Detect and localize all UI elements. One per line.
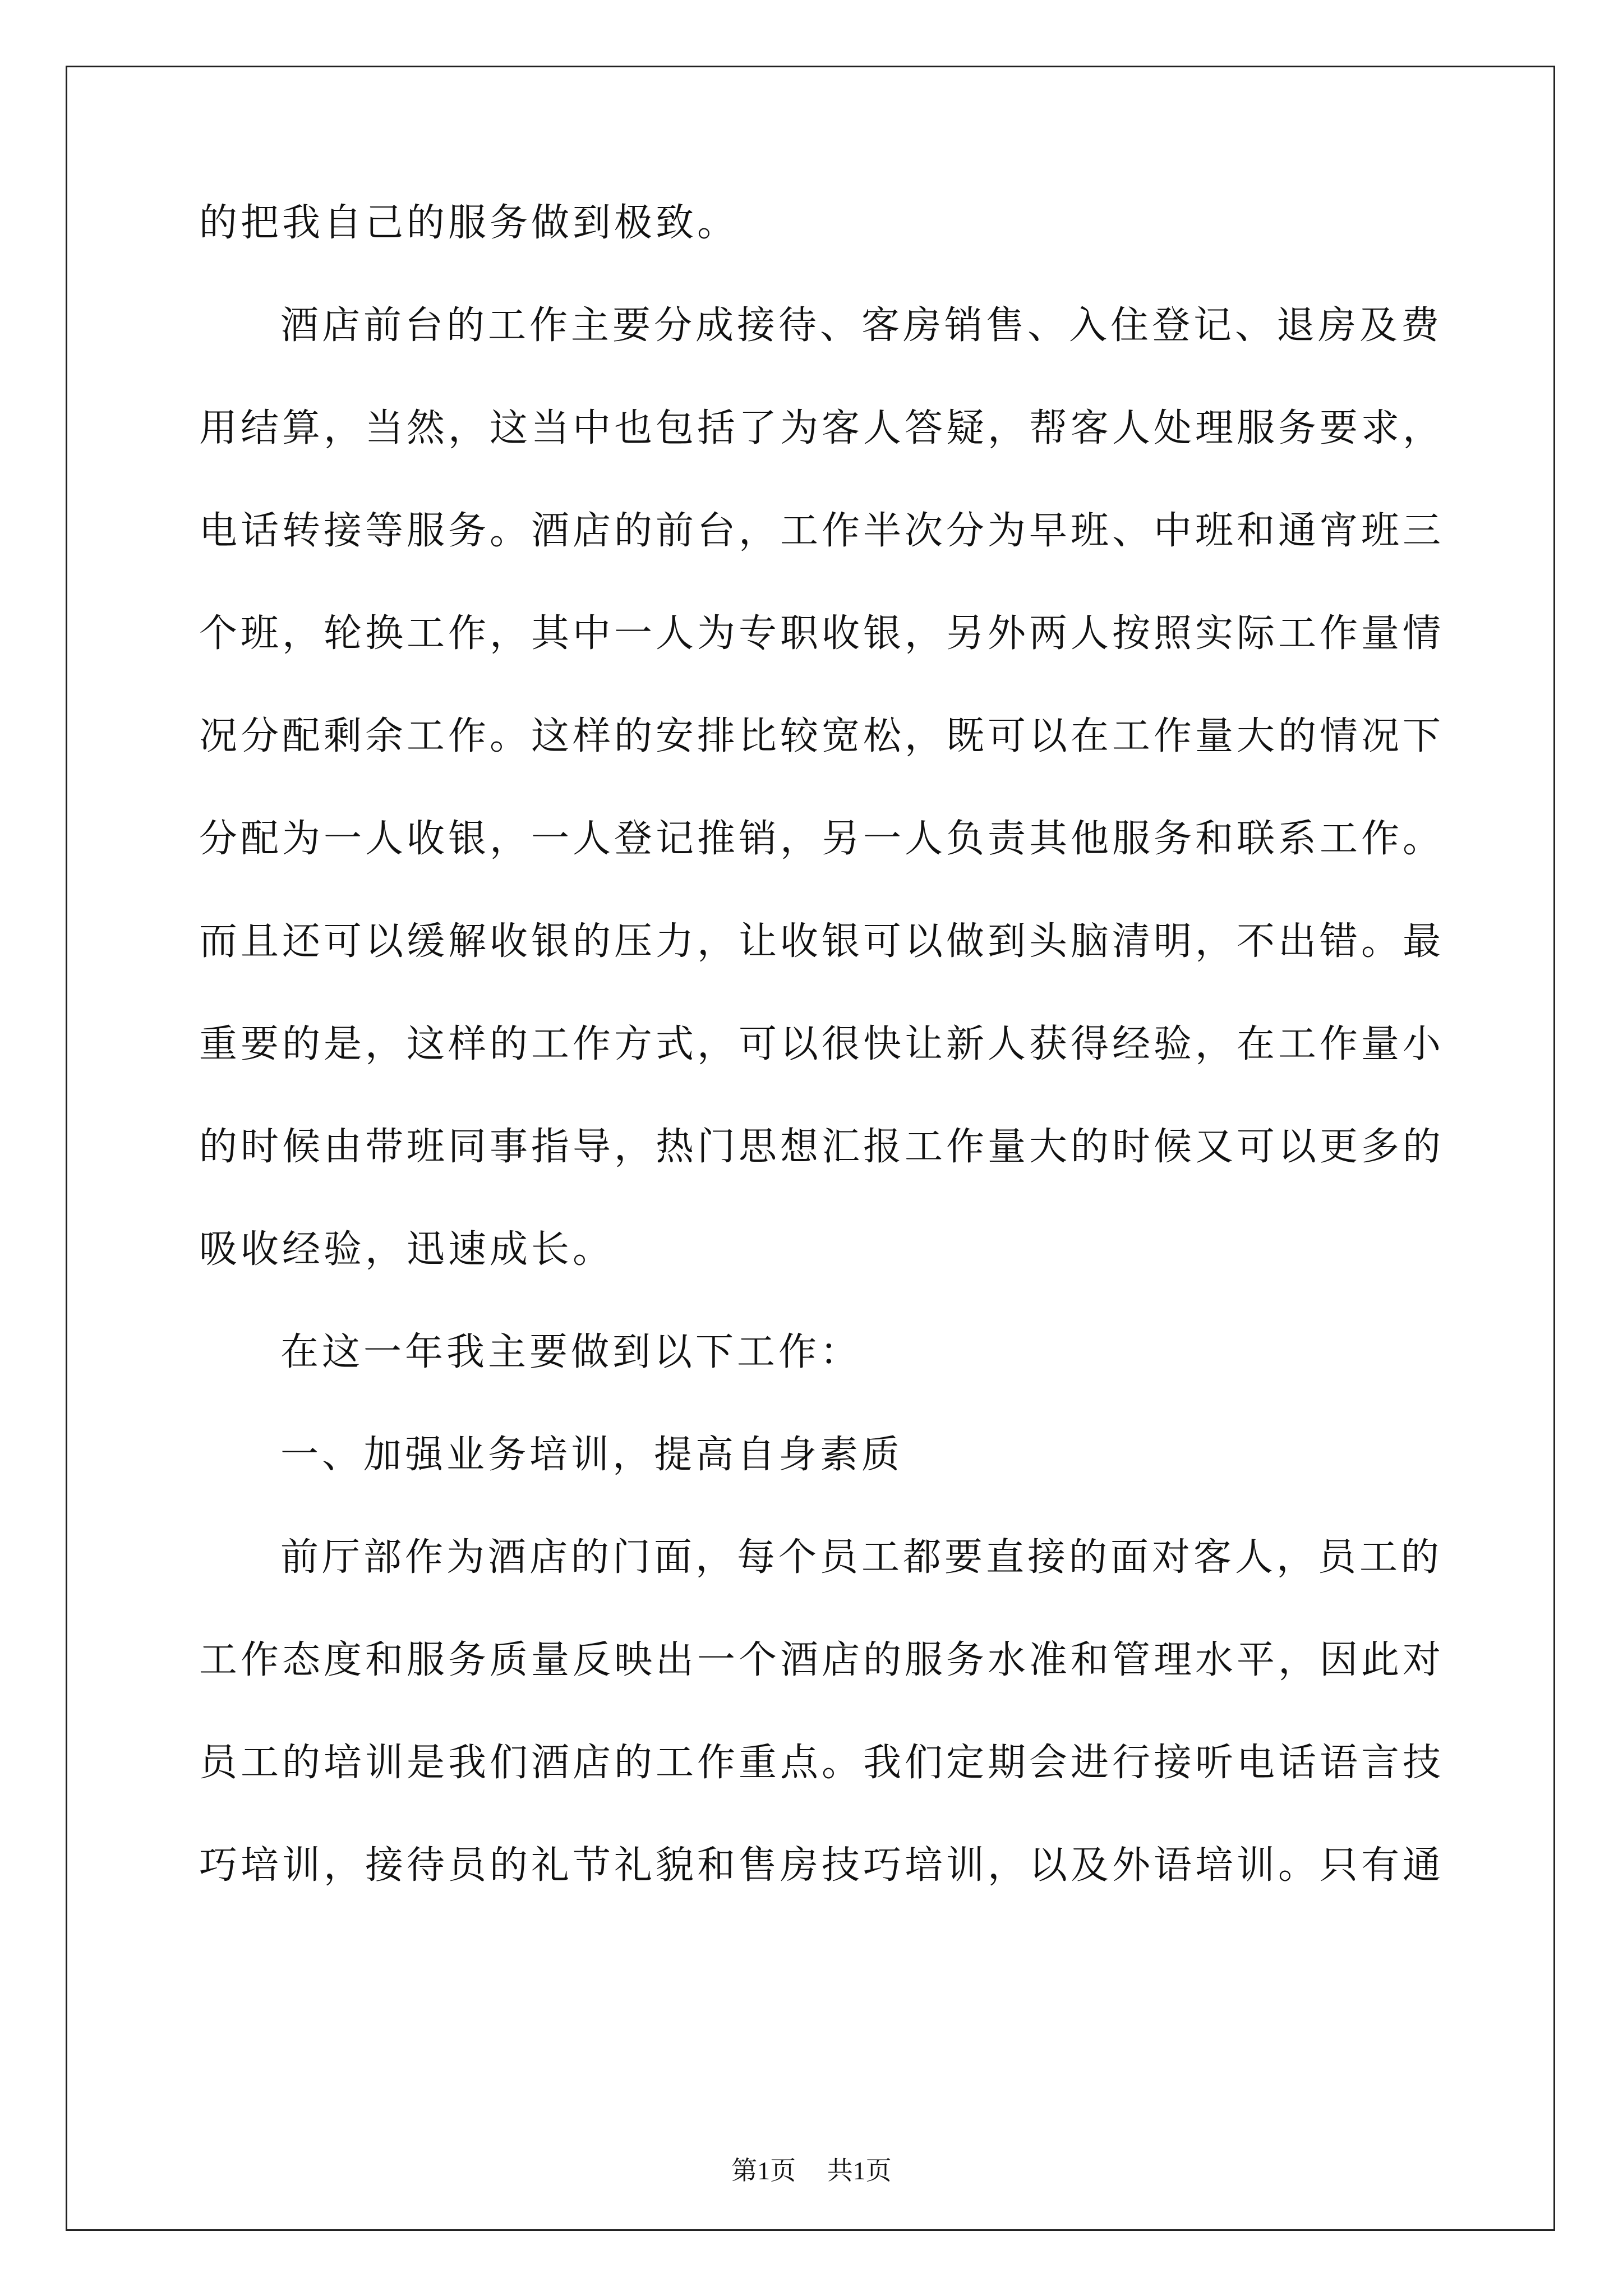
page-footer	[0, 2154, 1623, 2188]
text-line: 电话转接等服务。酒店的前台，工作半次分为早班、中班和通宵班三	[199, 509, 1445, 553]
text-line: 个班，轮换工作，其中一人为专职收银，另外两人按照实际工作量情	[199, 611, 1445, 656]
text-line: 巧培训，接待员的礼节礼貌和售房技巧培训，以及外语培训。只有通	[199, 1843, 1445, 1888]
text-line: 用结算，当然，这当中也包括了为客人答疑，帮客人处理服务要求，	[199, 406, 1445, 450]
section-heading: 一、加强业务培训，提高自身素质	[280, 1433, 903, 1477]
text-line: 工作态度和服务质量反映出一个酒店的服务水准和管理水平，因此对	[199, 1638, 1445, 1682]
text-line: 重要的是，这样的工作方式，可以很快让新人获得经验，在工作量小	[199, 1022, 1445, 1066]
page-number: 第1页	[731, 2156, 796, 2185]
text-line: 吸收经验，迅速成长。	[199, 1227, 615, 1272]
text-line: 在这一年我主要做到以下工作：	[280, 1330, 862, 1374]
text-line: 前厅部作为酒店的门面，每个员工都要直接的面对客人，员工的	[280, 1535, 1443, 1580]
text-line: 分配为一人收银，一人登记推销，另一人负责其他服务和联系工作。	[199, 817, 1445, 861]
text-line: 的时候由带班同事指导，热门思想汇报工作量大的时候又可以更多的	[199, 1125, 1445, 1169]
page-total: 共1页	[827, 2156, 892, 2185]
text-line: 况分配剩余工作。这样的安排比较宽松，既可以在工作量大的情况下	[199, 714, 1445, 758]
text-line: 的把我自己的服务做到极致。	[199, 201, 739, 245]
text-line: 而且还可以缓解收银的压力，让收银可以做到头脑清明，不出错。最	[199, 919, 1445, 964]
text-line: 酒店前台的工作主要分成接待、客房销售、入住登记、退房及费	[280, 303, 1443, 348]
text-line: 员工的培训是我们酒店的工作重点。我们定期会进行接听电话语言技	[199, 1741, 1445, 1785]
